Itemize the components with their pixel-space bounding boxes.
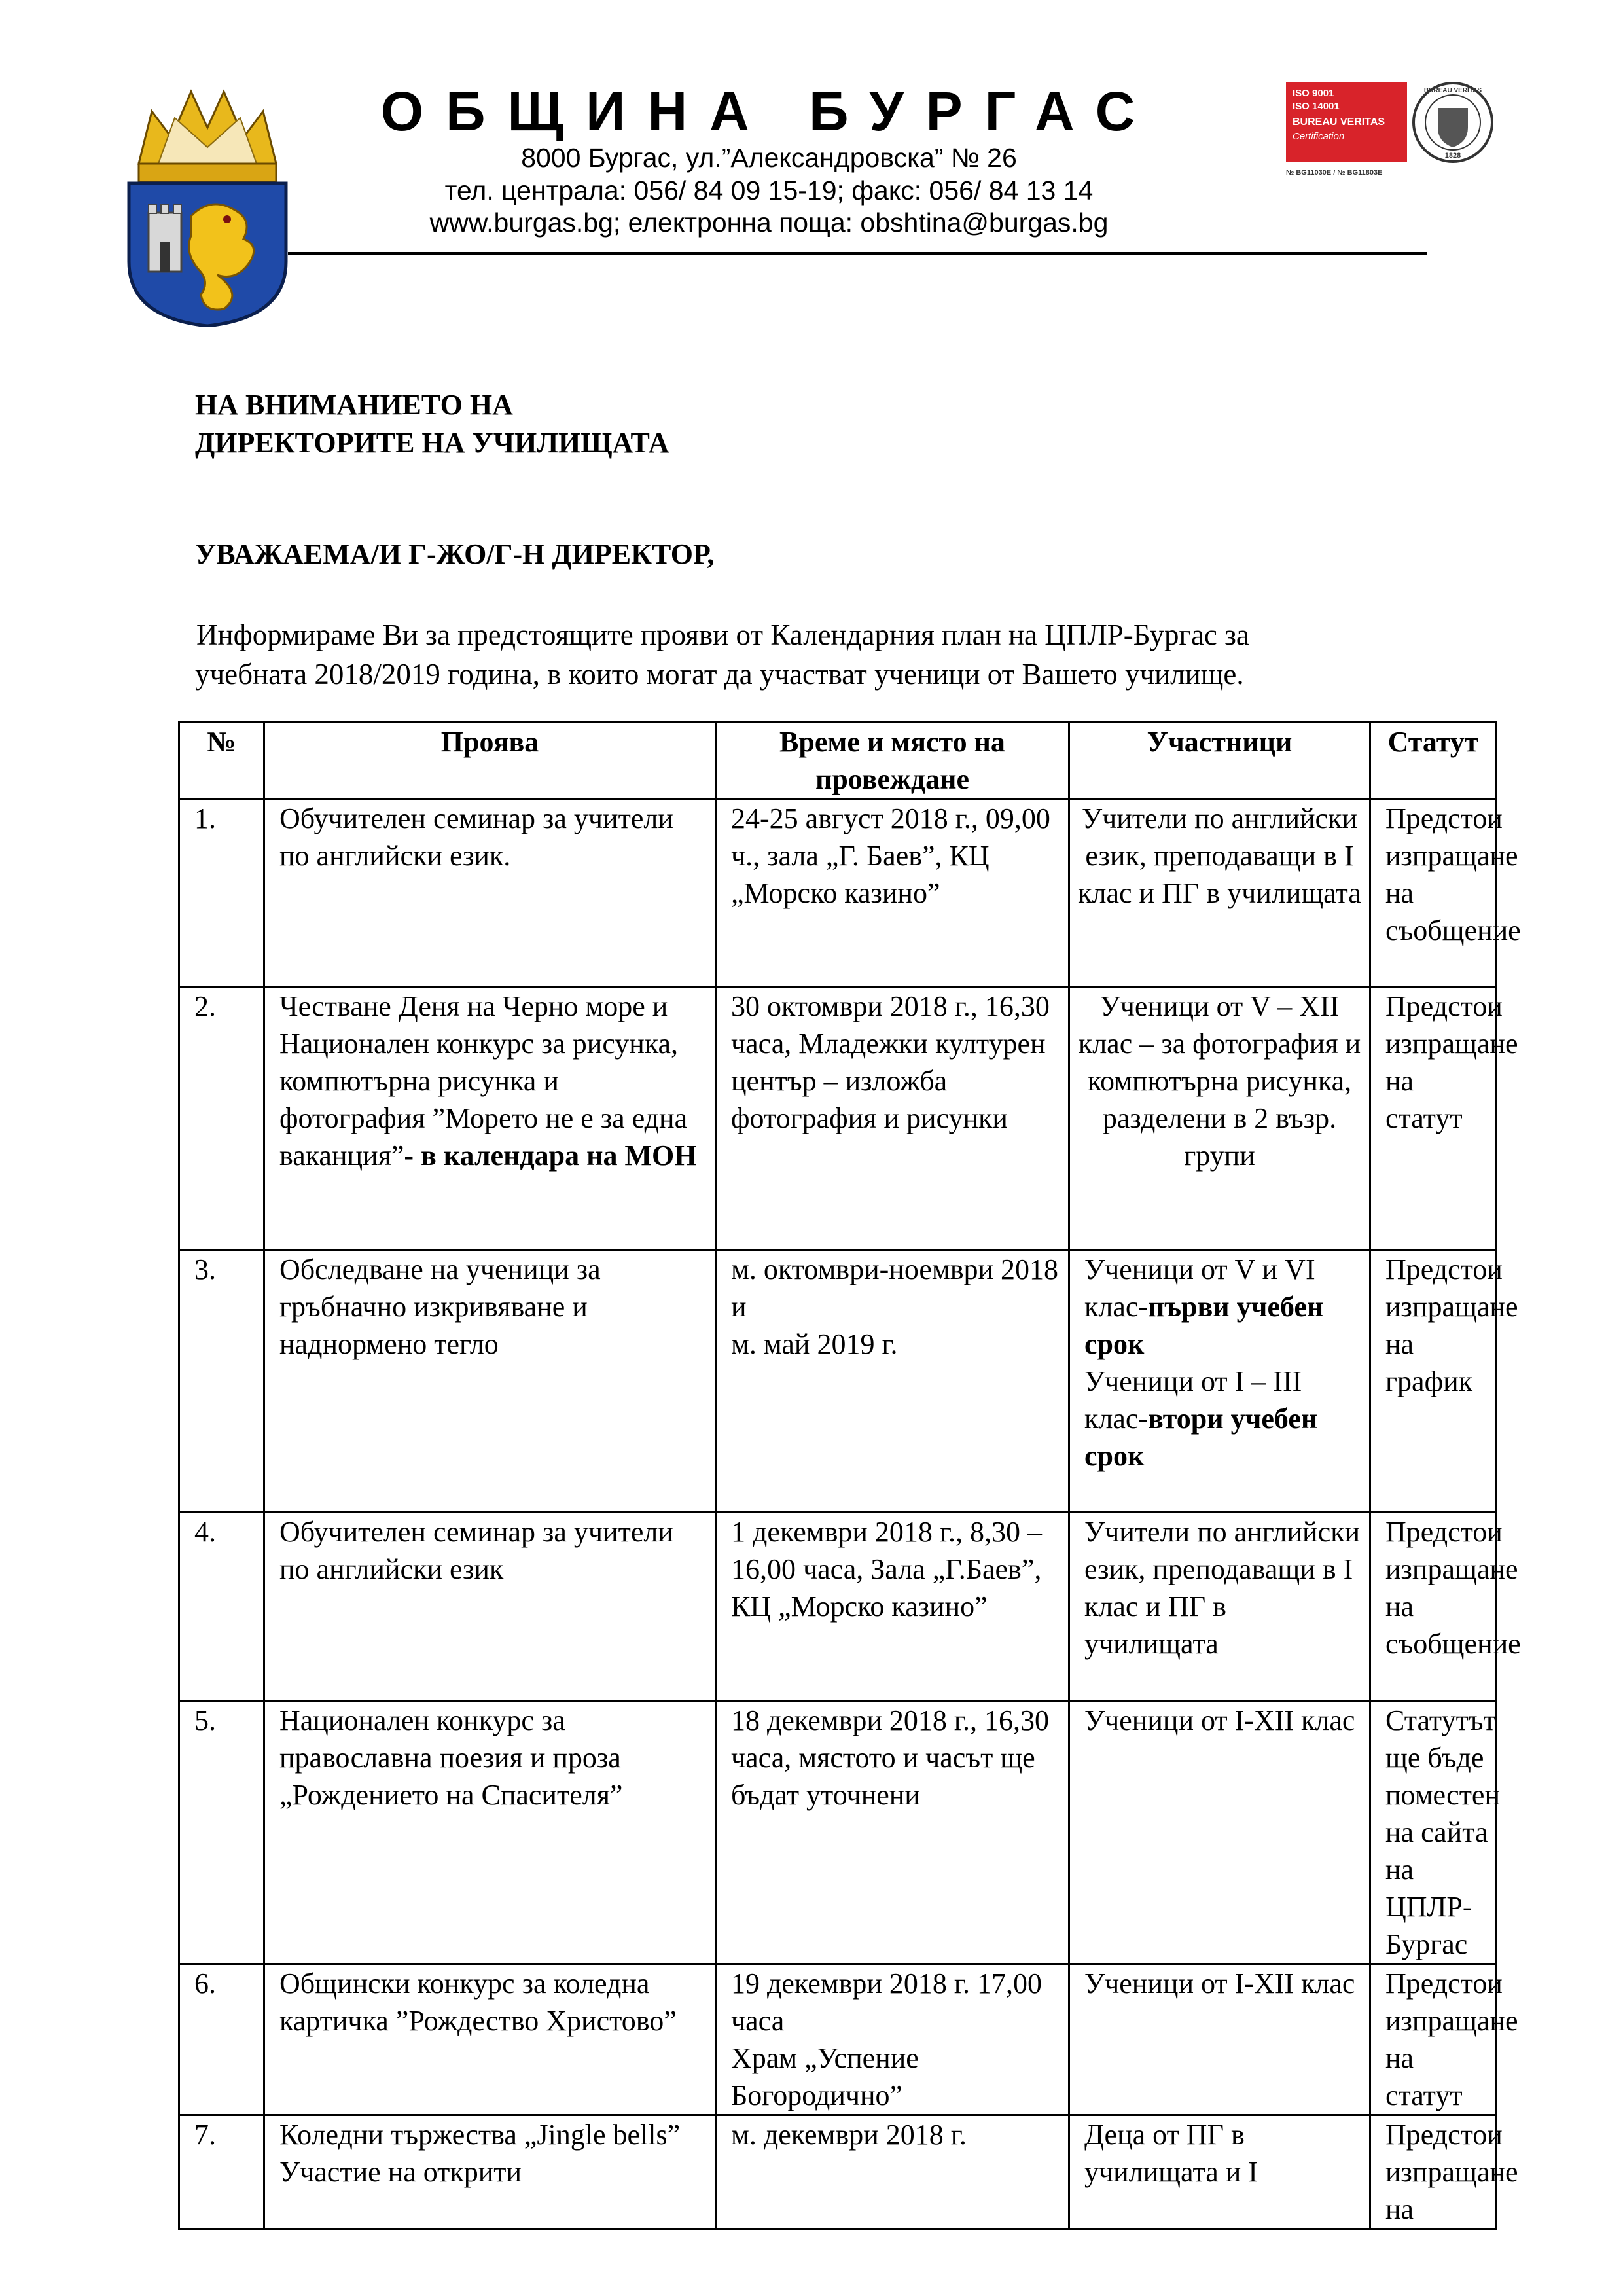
row-time-place-1: 19 декември 2018 г. 17,00 часа xyxy=(731,1967,1042,2037)
row-number: 2. xyxy=(179,987,264,1250)
participants-bold-2: втори учебен срок xyxy=(1084,1403,1318,1472)
row-status: Предстои изпращане на съобщение xyxy=(1370,1513,1497,1701)
table-row xyxy=(179,1250,1497,1513)
cert-seal-year: 1828 xyxy=(1444,152,1461,160)
row-status: Статутът ще бъде поместен на сайта на ЦПЛР-Бургас xyxy=(1370,1701,1497,1964)
cert-iso-9001: ISO 9001 xyxy=(1293,88,1334,99)
row-participants: Ученици от I-XII клас xyxy=(1069,1701,1370,1964)
cert-certification: Certification xyxy=(1293,131,1345,142)
row-time-place: 1 декември 2018 г., 8,30 – 16,00 часа, Зала „Г.Баев”, КЦ „Морско казино” xyxy=(716,1513,1069,1701)
table-row xyxy=(179,1513,1497,1701)
header-participants: Участници xyxy=(1069,723,1370,799)
row-event: Коледни тържества „Jingle bells” Участие на открити xyxy=(264,2115,716,2229)
recipient-line-2: ДИРЕКТОРИТЕ НА УЧИЛИЩАТА xyxy=(195,427,669,459)
row-number: 7. xyxy=(179,2115,264,2229)
organization-address: 8000 Бургас, ул.”Александровска” № 26 xyxy=(521,143,1017,173)
row-status: Предстои изпращане на статут xyxy=(1370,987,1497,1250)
row-time-place: 18 декември 2018 г., 16,30 часа, мястото и часът ще бъдат уточнени xyxy=(716,1701,1069,1964)
participants-text-1: Ученици от V и VI клас- xyxy=(1084,1253,1315,1323)
burgas-crest-icon xyxy=(113,65,302,327)
events-table xyxy=(178,721,1521,2230)
row-time-place-2: м. май 2019 г. xyxy=(731,1328,898,1360)
row-time-place xyxy=(716,1964,1069,2115)
organization-phone: тел. централа: 056/ 84 09 15-19; факс: 056/ 84 13 14 xyxy=(444,175,1094,206)
table-row xyxy=(179,987,1497,1250)
cert-bureau-veritas: BUREAU VERITAS xyxy=(1293,117,1385,128)
row-participants xyxy=(1069,1250,1370,1513)
row-participants: Учители по английски език, преподаващи в I клас и ПГ в училищата xyxy=(1069,1513,1370,1701)
header-divider xyxy=(288,252,1427,255)
row-status: Предстои изпращане на xyxy=(1370,2115,1497,2229)
row-number: 3. xyxy=(179,1250,264,1513)
row-time-place xyxy=(716,1250,1069,1513)
header-event: Проява xyxy=(264,723,716,799)
cert-seal-text: BUREAU VERITAS xyxy=(1423,87,1482,94)
intro-line-1: Информираме Ви за предстоящите прояви от Календарния план на ЦПЛР-Бургас за xyxy=(196,619,1249,651)
bureau-veritas-certification-logo xyxy=(1286,82,1502,180)
organization-web: www.burgas.bg; електронна поща: obshtina@burgas.bg xyxy=(429,207,1109,238)
row-event: Обследване на ученици за гръбначно изкривяване и наднормено тегло xyxy=(264,1250,716,1513)
row-participants: Деца от ПГ в училищата и I xyxy=(1069,2115,1370,2229)
participants-text-2: Ученици от I – III клас- xyxy=(1084,1365,1302,1435)
row-status: Предстои изпращане на график xyxy=(1370,1250,1497,1513)
table-header-row xyxy=(179,723,1497,799)
row-number: 5. xyxy=(179,1701,264,1964)
row-event: Обучителен семинар за учители по английски език. xyxy=(264,799,716,987)
row-participants: Ученици от I-XII клас xyxy=(1069,1964,1370,2115)
row-time-place: 24-25 август 2018 г., 09,00 ч., зала „Г. Баев”, КЦ „Морско казино” xyxy=(716,799,1069,987)
row-event: Общински конкурс за коледна картичка ”Рождество Христово” xyxy=(264,1964,716,2115)
row-status: Предстои изпращане на статут xyxy=(1370,1964,1497,2115)
row-status: Предстои изпращане на съобщение xyxy=(1370,799,1497,987)
header-number: № xyxy=(179,723,264,799)
row-participants: Учители по английски език, преподаващи в I клас и ПГ в училищата xyxy=(1069,799,1370,987)
organization-name: ОБЩИНА БУРГАС xyxy=(380,81,1158,142)
recipient-line-1: НА ВНИМАНИЕТО НА xyxy=(195,389,513,421)
row-time-place: м. декември 2018 г. xyxy=(716,2115,1069,2229)
row-event xyxy=(264,987,716,1250)
table-row xyxy=(179,1964,1497,2115)
row-time-place-1: м. октомври-ноември 2018 и xyxy=(731,1253,1059,1323)
salutation: УВАЖАЕМА/И Г-ЖО/Г-Н ДИРЕКТОР, xyxy=(195,538,715,570)
row-event-bold: - в календара на МОН xyxy=(404,1139,697,1172)
participants-bold-1: първи учебен срок xyxy=(1084,1291,1324,1360)
table-row xyxy=(179,1701,1497,1964)
row-event-text: Честване Деня на Черно море и Национален конкурс за рисунка, компютърна рисунка и фотография ”Морето не е за една ваканция” xyxy=(279,990,688,1172)
cert-iso-14001: ISO 14001 xyxy=(1293,101,1340,112)
row-time-place-2: Храм „Успение Богородично” xyxy=(731,2042,919,2111)
table-row xyxy=(179,2115,1497,2229)
row-event: Обучителен семинар за учители по английски език xyxy=(264,1513,716,1701)
cert-numbers: № BG11030E / № BG11803E xyxy=(1286,169,1383,177)
header-status: Статут xyxy=(1370,723,1497,799)
header-time-place: Време и място на провеждане xyxy=(716,723,1069,799)
intro-line-2: учебната 2018/2019 година, в които могат да участват ученици от Вашето училище. xyxy=(195,658,1244,691)
row-number: 6. xyxy=(179,1964,264,2115)
table-row xyxy=(179,799,1497,987)
row-event: Национален конкурс за православна поезия и проза „Рождението на Спасителя” xyxy=(264,1701,716,1964)
row-number: 1. xyxy=(179,799,264,987)
row-number: 4. xyxy=(179,1513,264,1701)
row-participants: Ученици от V – XII клас – за фотография и компютърна рисунка, разделени в 2 възр. групи xyxy=(1069,987,1370,1250)
row-time-place: 30 октомври 2018 г., 16,30 часа, Младежки културен център – изложба фотография и рисунки xyxy=(716,987,1069,1250)
